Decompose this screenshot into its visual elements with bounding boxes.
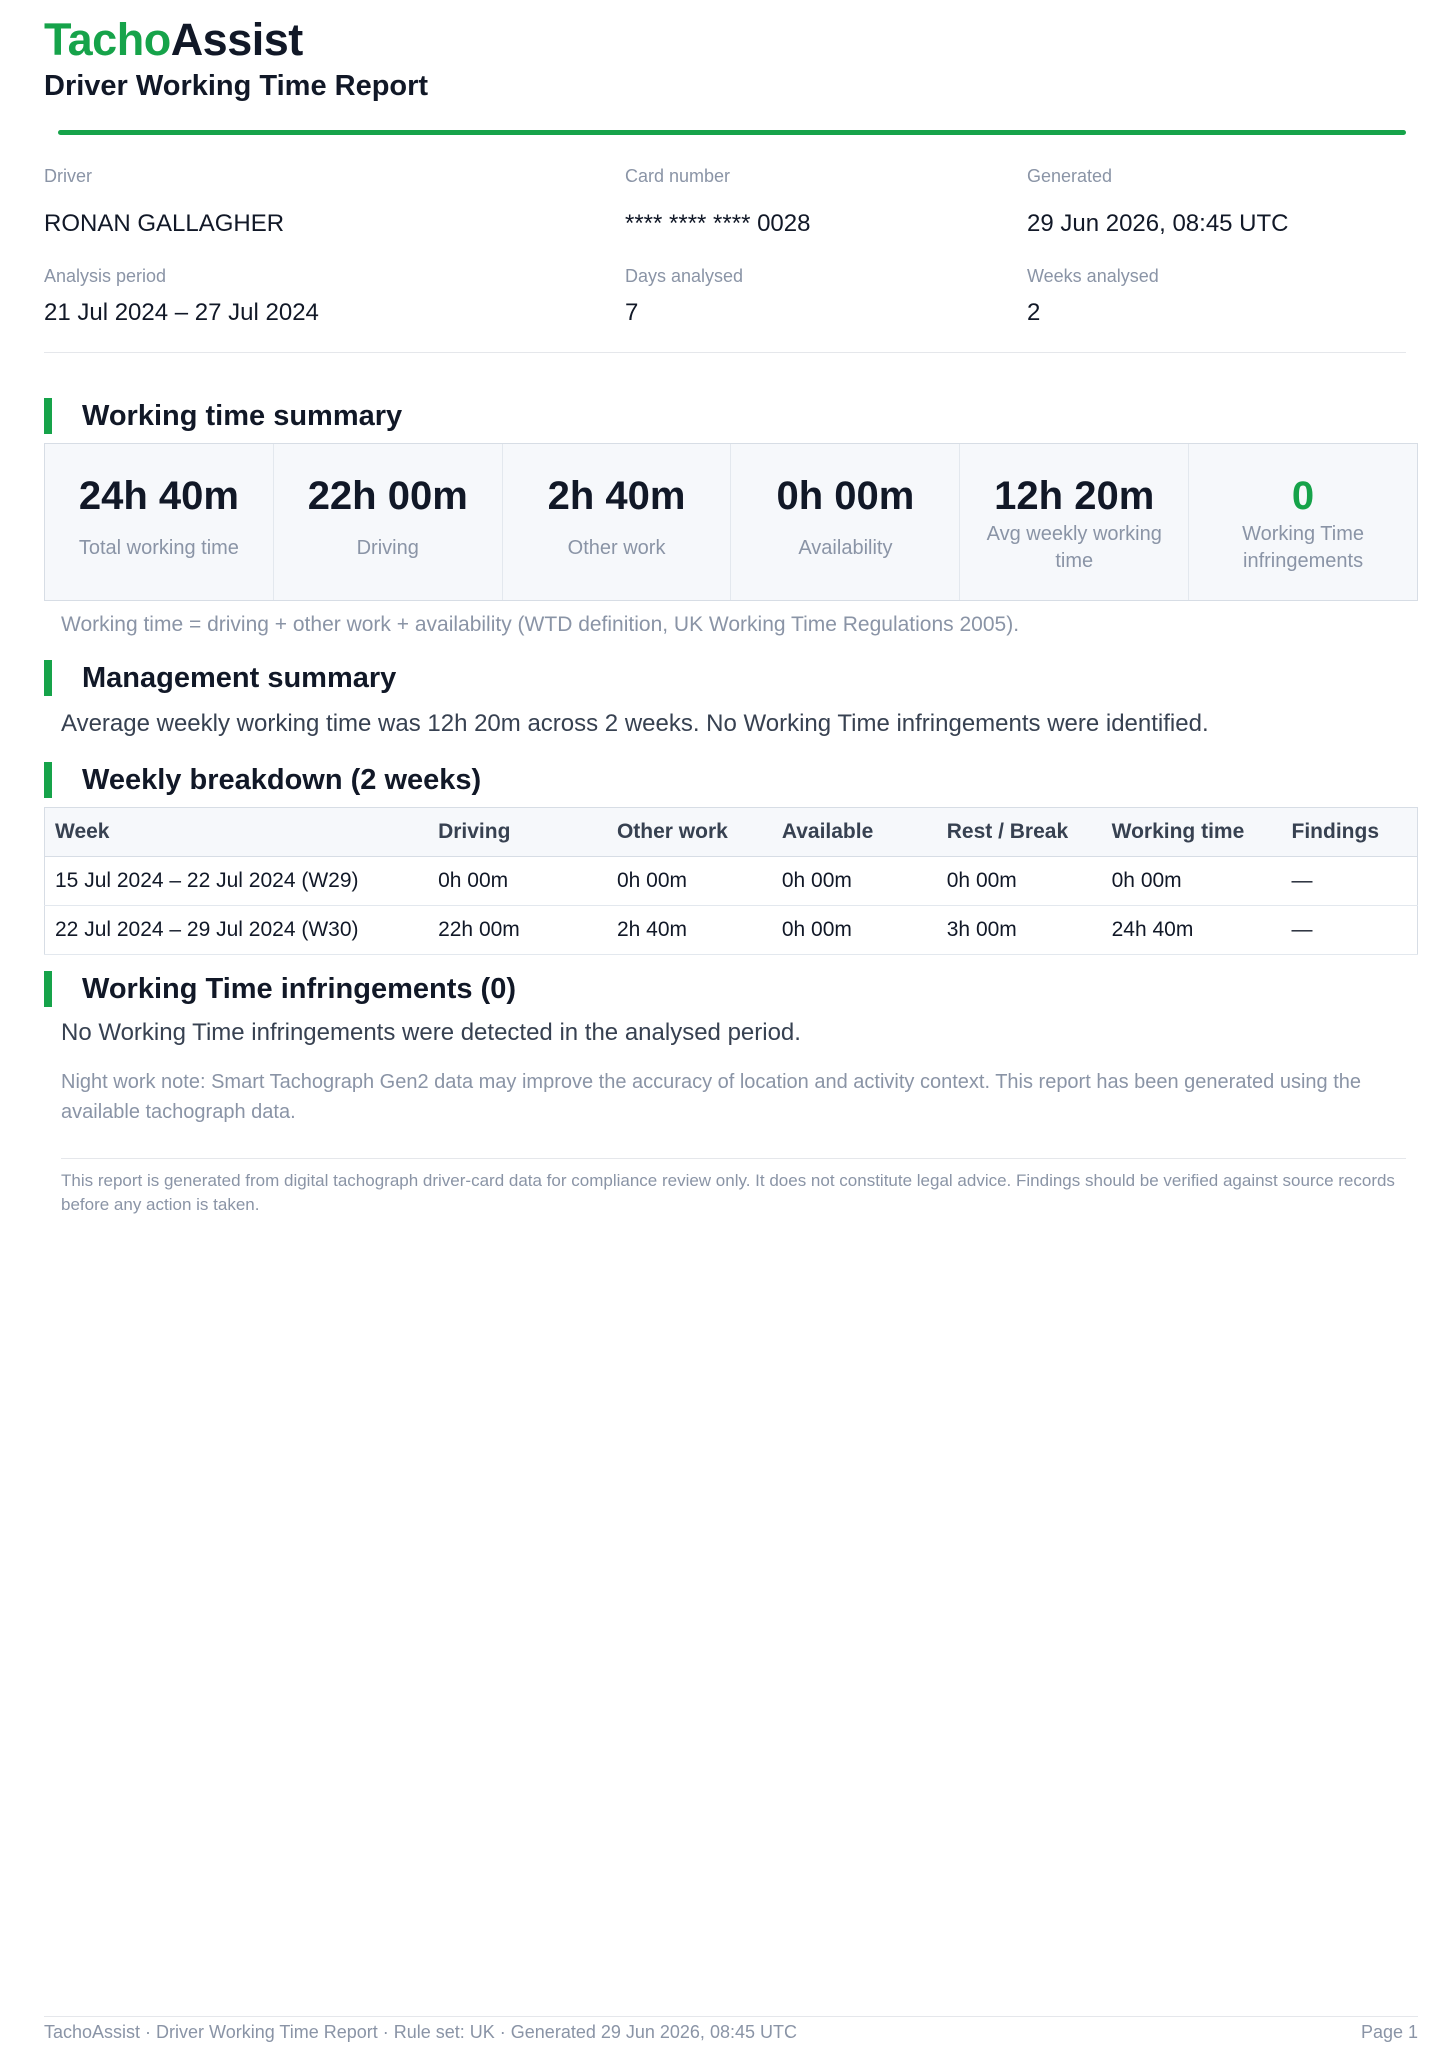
cell-week: 22 Jul 2024 – 29 Jul 2024 (W30) [45, 906, 429, 955]
cell-findings: — [1282, 857, 1418, 906]
cell-rest-break: 0h 00m [937, 857, 1102, 906]
management-summary-text: Average weekly working time was 12h 20m across 2 weeks. No Working Time infringements were identified. [61, 710, 1209, 737]
cell-other-work: 2h 40m [607, 906, 772, 955]
disclaimer-text: This report is generated from digital tachograph driver-card data for compliance review only. It does not constitute legal advice. Findings should be verified against source records before any action is taken. [61, 1171, 1395, 1214]
meta-driver-value: RONAN GALLAGHER [44, 210, 285, 237]
stat-value: 12h 20m [994, 474, 1155, 518]
stat-avg-weekly [960, 444, 1189, 600]
stat-availability [731, 444, 960, 600]
weekly-breakdown-table [44, 807, 1418, 955]
meta-period-label: Analysis period [44, 266, 167, 286]
meta-card-value: **** **** **** 0028 [625, 210, 811, 237]
stat-value: 22h 00m [307, 474, 468, 518]
cell-rest-break: 3h 00m [937, 906, 1102, 955]
cell-available: 0h 00m [772, 906, 937, 955]
section-heading-weekly: Weekly breakdown (2 weeks) [44, 762, 481, 798]
meta-weeks-value: 2 [1027, 299, 1041, 326]
stat-value: 0h 00m [776, 474, 915, 518]
report-title: Driver Working Time Report [44, 70, 429, 102]
header-divider [58, 130, 1406, 135]
stat-value: 24h 40m [78, 474, 239, 518]
brand-name-part2: Assist [170, 14, 303, 65]
meta-period [44, 266, 319, 327]
stat-caption: Total working time [78, 536, 239, 559]
meta-generated [1027, 166, 1289, 238]
column-header-driving: Driving [428, 808, 607, 857]
cell-driving: 22h 00m [428, 906, 607, 955]
working-time-definition-note: Working time = driving + other work + availability (WTD definition, UK Working Time Regulations 2005). [61, 613, 1020, 636]
meta-card [625, 166, 810, 238]
stat-caption: Working Time infringements [1242, 523, 1364, 572]
stat-driving [274, 444, 503, 600]
section-heading-management: Management summary [44, 660, 396, 696]
stat-caption: Availability [798, 536, 893, 559]
stat-value: 0 [1291, 474, 1315, 518]
table-row [45, 857, 1418, 906]
column-header-other-work: Other work [607, 808, 772, 857]
infringements-text: No Working Time infringements were detected in the analysed period. [61, 1019, 801, 1046]
column-header-rest-break: Rest / Break [937, 808, 1102, 857]
section-heading-infringements: Working Time infringements (0) [44, 971, 516, 1007]
column-header-findings: Findings [1282, 808, 1418, 857]
night-work-note: Night work note: Smart Tachograph Gen2 data may improve the accuracy of location and activity context. This report has been generated using the available tachograph data. [61, 1071, 1361, 1123]
stat-total-working-time [45, 444, 274, 600]
cell-working-time: 24h 40m [1102, 906, 1282, 955]
brand-name-part1: Tacho [44, 14, 171, 65]
footer-info: TachoAssist · Driver Working Time Report · Rule set: UK · Generated 29 Jun 2026, 08:45 UTC [44, 2022, 797, 2042]
footer-divider [44, 2016, 1418, 2017]
table-header-row [45, 808, 1418, 857]
section-heading-summary: Working time summary [44, 398, 402, 434]
table-row [45, 906, 1418, 955]
meta-generated-value: 29 Jun 2026, 08:45 UTC [1027, 210, 1289, 237]
stat-other-work [503, 444, 732, 600]
meta-period-value: 21 Jul 2024 – 27 Jul 2024 [44, 299, 319, 326]
cell-other-work: 0h 00m [607, 857, 772, 906]
meta-weeks-label: Weeks analysed [1027, 266, 1159, 286]
stat-value: 2h 40m [547, 474, 686, 518]
stat-caption: Avg weekly working time [986, 523, 1162, 572]
page-number: Page 1 [1360, 2022, 1418, 2042]
cell-week: 15 Jul 2024 – 22 Jul 2024 (W29) [45, 857, 429, 906]
disclaimer-divider [61, 1158, 1406, 1159]
column-header-week: Week [45, 808, 429, 857]
report-meta [44, 160, 1406, 353]
summary-stats [44, 443, 1418, 601]
meta-days [625, 266, 743, 327]
stat-caption: Other work [567, 536, 666, 559]
meta-generated-label: Generated [1027, 166, 1113, 186]
stat-infringements [1189, 444, 1417, 600]
column-header-available: Available [772, 808, 937, 857]
stat-caption: Driving [356, 536, 419, 559]
meta-driver-label: Driver [44, 166, 92, 186]
cell-driving: 0h 00m [428, 857, 607, 906]
meta-card-label: Card number [625, 166, 731, 186]
brand-logo [44, 14, 303, 66]
cell-available: 0h 00m [772, 857, 937, 906]
meta-days-label: Days analysed [625, 266, 744, 286]
cell-working-time: 0h 00m [1102, 857, 1282, 906]
meta-weeks [1027, 266, 1159, 327]
column-header-working-time: Working time [1102, 808, 1282, 857]
meta-days-value: 7 [625, 299, 639, 326]
meta-driver [44, 166, 284, 238]
cell-findings: — [1282, 906, 1418, 955]
